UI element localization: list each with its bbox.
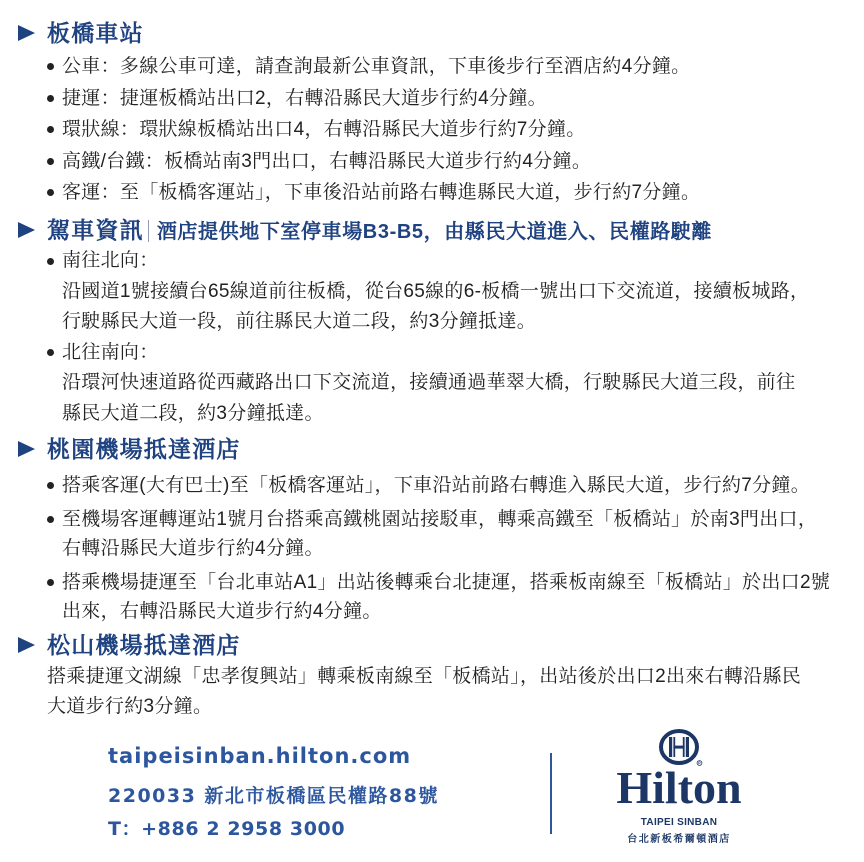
route-label: 南往北向： bbox=[62, 250, 159, 271]
hotel-address: 220033 新北市板橋區民權路88號 bbox=[108, 785, 439, 807]
driving-routes-list bbox=[0, 246, 864, 429]
logo-name-zh: 台北新板希爾頓酒店 bbox=[627, 834, 731, 845]
paragraph-line: 搭乘捷運文湖線「忠孝復興站」轉乘板南線至「板橋站」，出站後於出口2出來右轉沿縣民 bbox=[47, 666, 802, 687]
paragraph-line: 大道步行約3分鐘。 bbox=[47, 696, 213, 717]
logo-wordmark: Hilton bbox=[616, 762, 742, 813]
heading-driving-info bbox=[0, 215, 864, 245]
route-text-line: 沿國道1號接續台65線道前往板橋，從台65線的6-板橋一號出口下交流道，接續板城路， bbox=[62, 280, 810, 302]
bullet-icon bbox=[47, 63, 54, 70]
footer-divider bbox=[550, 753, 552, 834]
list-item-text: 出來，右轉沿縣民大道步行約4分鐘。 bbox=[62, 600, 382, 622]
list-item-hsr-shuttle bbox=[0, 505, 864, 563]
list-item-hsr-tra bbox=[0, 146, 864, 178]
triangle-right-icon bbox=[18, 441, 35, 457]
heading-text: 松山機場抵達酒店 bbox=[47, 632, 241, 658]
list-item-airport-mrt bbox=[0, 568, 864, 626]
heading-songshan-airport bbox=[0, 630, 864, 660]
list-item-text: 搭乘客運(大有巴士)至「板橋客運站」，下車沿站前路右轉進入縣民大道，步行約7分鐘。 bbox=[62, 474, 811, 496]
bullet-icon bbox=[47, 95, 54, 102]
heading-text: 駕車資訊 bbox=[47, 217, 144, 243]
list-item-mrt bbox=[0, 83, 864, 115]
route-text-line: 行駛縣民大道一段，前往縣民大道二段，約3分鐘抵達。 bbox=[62, 311, 537, 332]
bullet-icon bbox=[47, 126, 54, 133]
route-label: 北往南向： bbox=[62, 341, 159, 363]
list-item-circular-line bbox=[0, 114, 864, 146]
list-item-text: 右轉沿縣民大道步行約4分鐘。 bbox=[62, 537, 324, 559]
list-item-text: 高鐵/台鐵：板橋站南3門出口，右轉沿縣民大道步行約4分鐘。 bbox=[62, 150, 592, 172]
heading-taoyuan-airport bbox=[0, 434, 864, 464]
hotel-website: taipeisinban.hilton.com bbox=[108, 744, 412, 768]
list-item-text: 至機場客運轉運站1號月台搭乘高鐵桃園站接駁車，轉乘高鐵至「板橋站」於南3門出口， bbox=[62, 508, 818, 530]
list-item-north-to-south bbox=[0, 338, 864, 430]
list-item-text: 公車：多線公車可達，請查詢最新公車資訊，下車後步行至酒店約4分鐘。 bbox=[62, 56, 691, 77]
heading-banqiao-station bbox=[0, 18, 864, 48]
route-text-line: 沿環河快速道路從西藏路出口下交流道，接續通過華翠大橋，行駛縣民大道三段，前往 bbox=[62, 372, 796, 393]
triangle-right-icon bbox=[18, 222, 35, 238]
bullet-icon bbox=[47, 482, 54, 489]
heading-divider bbox=[148, 220, 149, 242]
list-item-south-to-north bbox=[0, 246, 864, 338]
bullet-icon bbox=[47, 258, 54, 265]
list-item-bus bbox=[0, 51, 864, 83]
triangle-right-icon bbox=[18, 25, 35, 41]
hotel-phone: T：+886 2 2958 3000 bbox=[108, 818, 346, 840]
taoyuan-airport-list bbox=[0, 471, 864, 626]
banqiao-station-list bbox=[0, 51, 864, 209]
list-item-text: 捷運：捷運板橋站出口2，右轉沿縣民大道步行約4分鐘。 bbox=[62, 87, 547, 109]
list-item-airport-bus bbox=[0, 471, 864, 500]
list-item-text: 搭乘機場捷運至「台北車站A1」出站後轉乘台北捷運，搭乘板南線至「板橋站」於出口2號 bbox=[62, 571, 831, 593]
list-item-coach bbox=[0, 177, 864, 209]
heading-text: 桃園機場抵達酒店 bbox=[47, 436, 241, 462]
bullet-icon bbox=[47, 349, 54, 356]
heading-subtext: 酒店提供地下室停車場B3-B5，由縣民大道進入、民權路駛離 bbox=[156, 221, 713, 243]
triangle-right-icon bbox=[18, 637, 35, 653]
bullet-icon bbox=[47, 158, 54, 165]
list-item-text: 環狀線：環狀線板橋站出口4，右轉沿縣民大道步行約7分鐘。 bbox=[62, 119, 586, 140]
list-item-text: 客運：至「板橋客運站」，下車後沿站前路右轉進縣民大道，步行約7分鐘。 bbox=[62, 182, 701, 203]
hilton-logo bbox=[604, 728, 754, 846]
heading-text: 板橋車站 bbox=[47, 20, 144, 46]
bullet-icon bbox=[47, 516, 54, 523]
logo-location: TAIPEI SINBAN bbox=[640, 817, 718, 828]
bullet-icon bbox=[47, 579, 54, 586]
songshan-airport-paragraph bbox=[0, 662, 864, 722]
route-text-line: 縣民大道二段，約3分鐘抵達。 bbox=[62, 402, 324, 424]
bullet-icon bbox=[47, 189, 54, 196]
